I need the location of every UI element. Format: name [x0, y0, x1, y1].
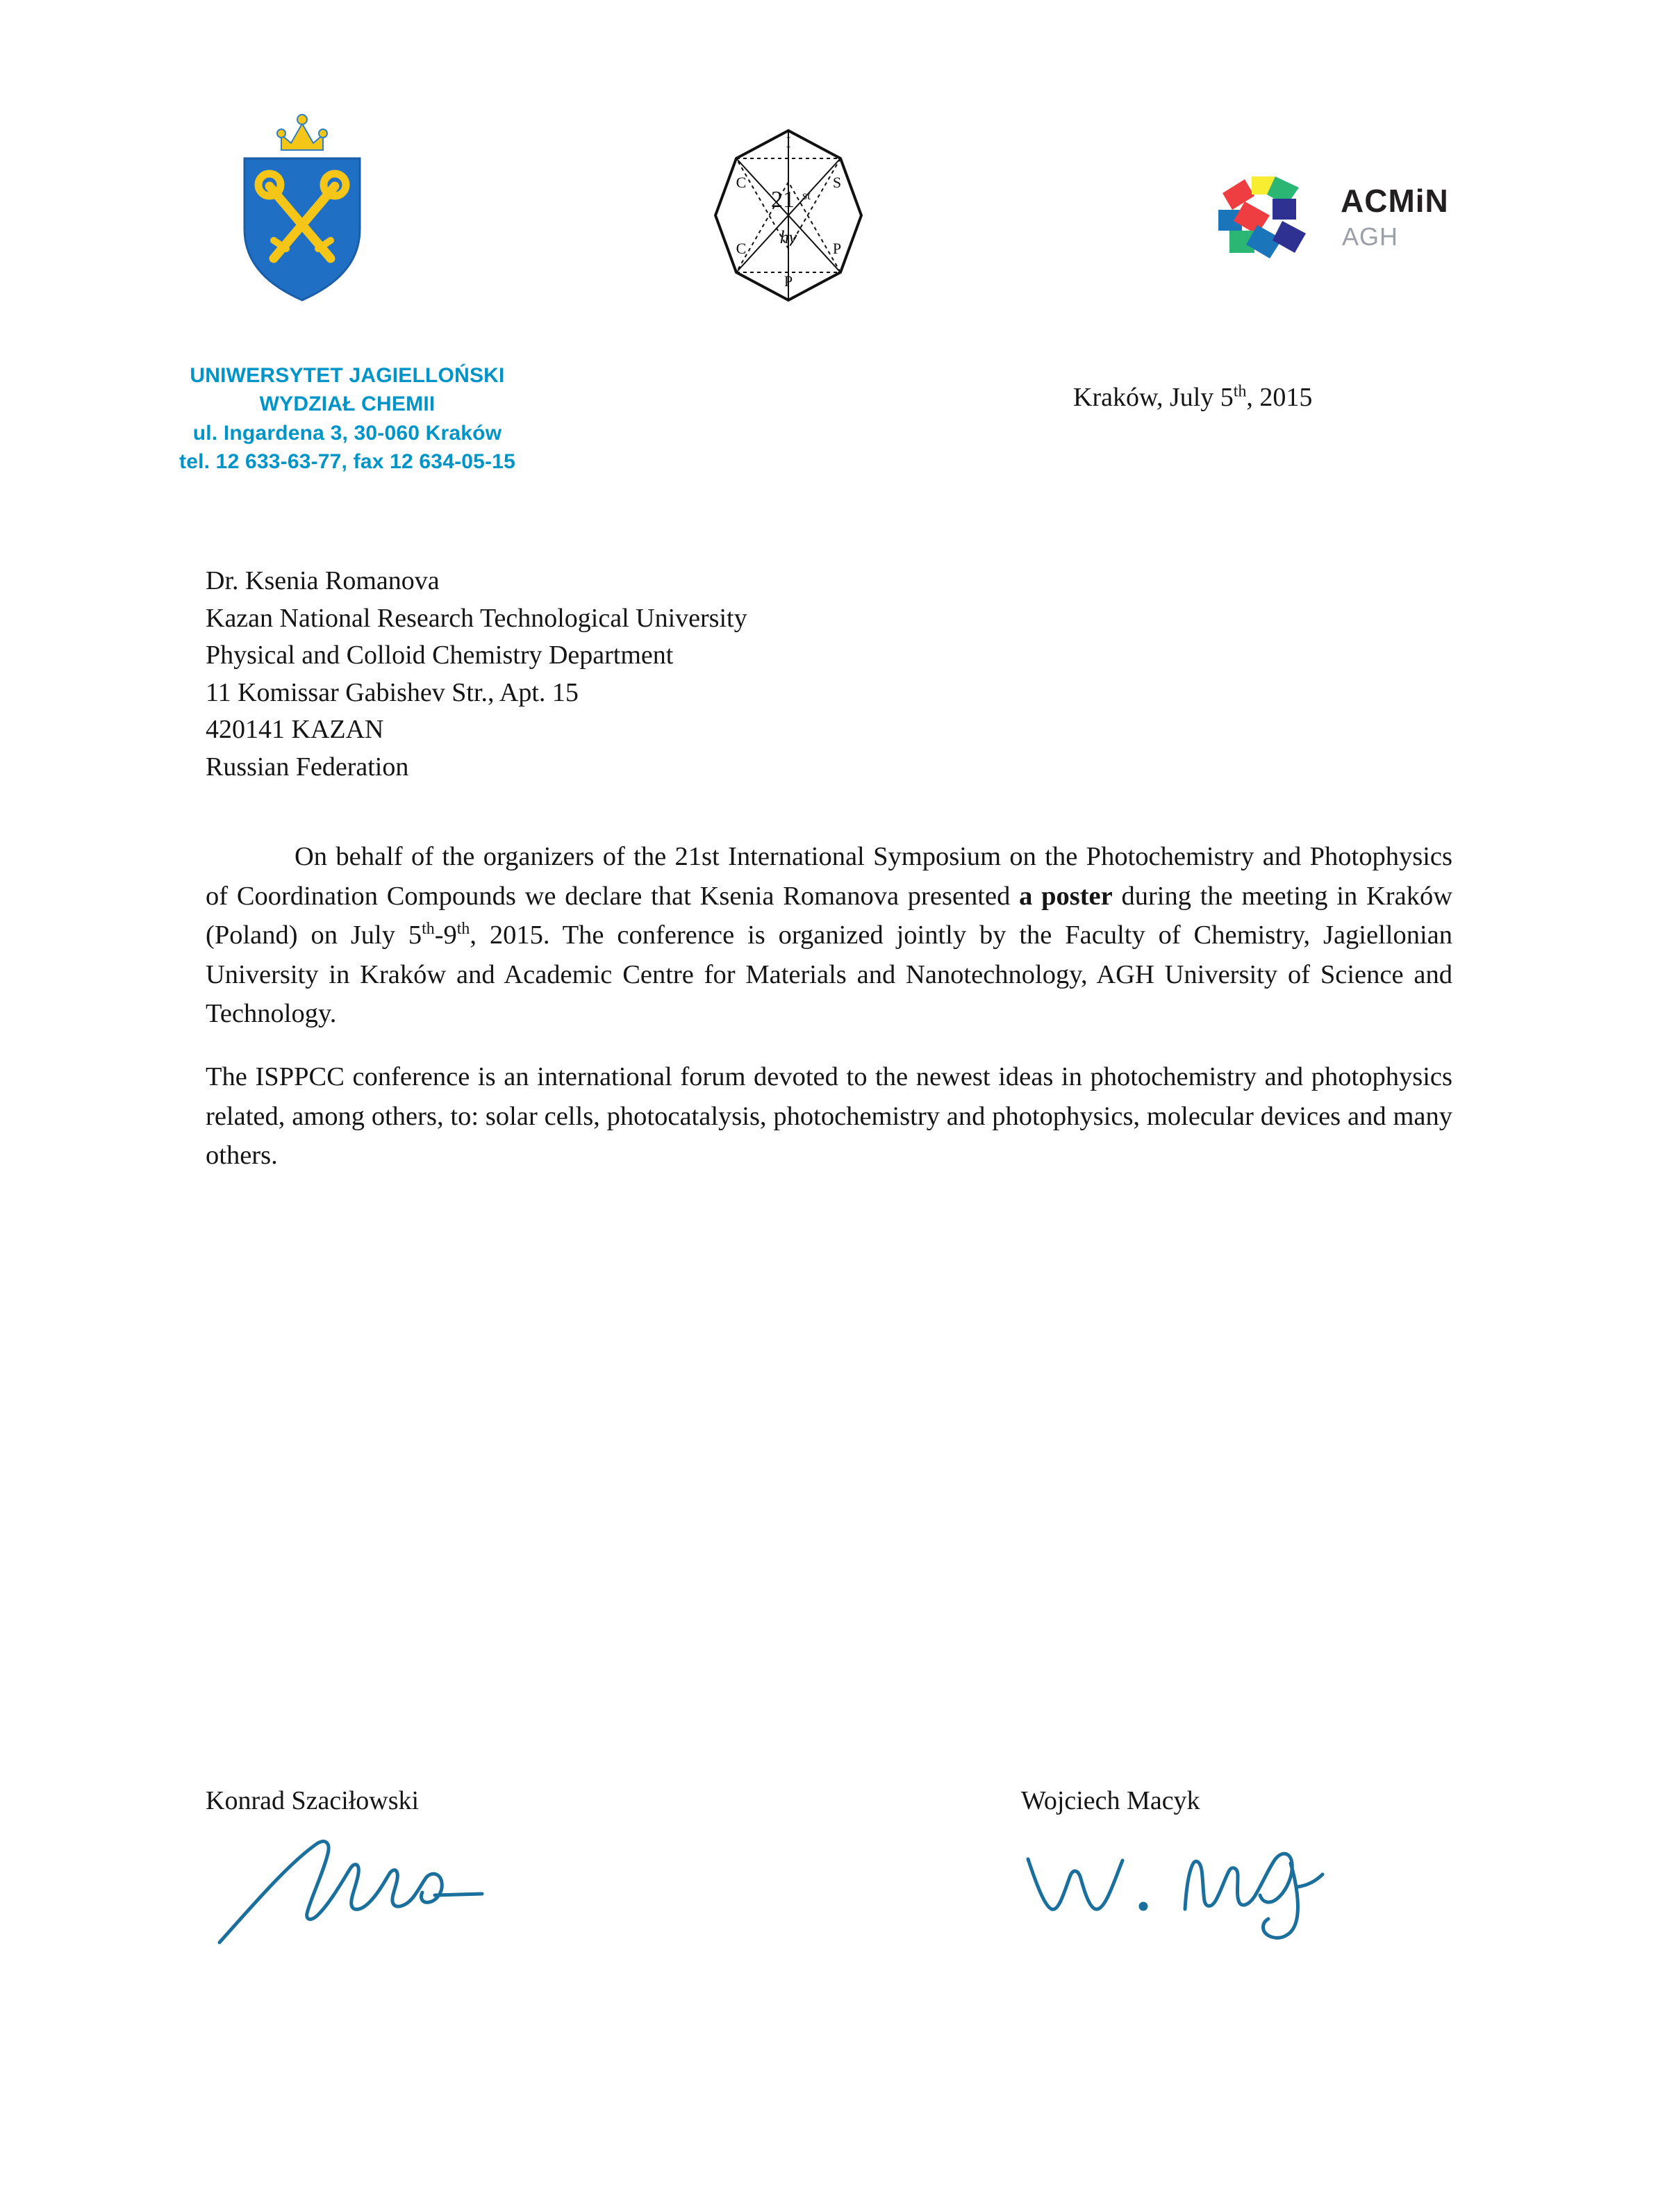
letter-body [206, 837, 1452, 1199]
date-suffix: , 2015 [1246, 383, 1313, 412]
faculty-name: WYDZIAŁ CHEMII [259, 393, 436, 416]
paragraph-declaration-part1: On behalf of the organizers of the 21st International Symposium on the Photochemistry and Photophysics of Coordination Compounds we declare that Ksenia Romanova presented [206, 842, 1452, 911]
svg-text:S: S [832, 174, 842, 191]
svg-text:st: st [802, 188, 811, 202]
poster-emphasis: a poster [1019, 881, 1113, 911]
recipient-country: Russian Federation [206, 752, 409, 782]
svg-text:21: 21 [771, 187, 795, 213]
signature-block-right [1021, 1785, 1410, 1952]
acmin-subtitle: AGH [1342, 222, 1399, 251]
university-name: UNIWERSYTET JAGIELLOŃSKI [190, 364, 505, 387]
signatory-name-left: Konrad Szaciłowski [206, 1786, 420, 1815]
handwritten-signature-left [206, 1820, 595, 1952]
paragraph-declaration-part2: during the meeting in Kraków (Poland) on July 5 [206, 881, 1452, 950]
signatory-name-right: Wojciech Macyk [1021, 1786, 1200, 1815]
acmin-mark-icon [1209, 167, 1330, 271]
isppcc-hexagon-logo-icon [698, 125, 879, 306]
signature-block-left [206, 1785, 595, 1952]
date-ordinal-suffix: th [1233, 382, 1247, 401]
handwritten-signature-right [1021, 1820, 1410, 1952]
recipient-street: 11 Komissar Gabishev Str., Apt. 15 [206, 677, 579, 707]
recipient-address-block [206, 563, 747, 786]
paragraph-declaration-part3: , 2015. The conference is organized jointly by the Faculty of Chemistry, Jagiellonian University in Kraków and Academic Centre for Materials and Nanotechnology, AGH University of Science and Technology. [206, 921, 1452, 1029]
svg-text:I: I [786, 133, 791, 151]
recipient-department: Physical and Colloid Chemistry Department [206, 641, 674, 670]
svg-text:hv: hv [779, 227, 797, 247]
svg-text:P: P [832, 240, 842, 257]
letterhead [0, 0, 1674, 528]
letter-date [1073, 382, 1312, 413]
date-end-ordinal: th [456, 920, 470, 939]
university-address-block [97, 361, 597, 477]
paragraph-declaration-dash: -9 [434, 921, 457, 950]
paragraph-conference-description: The ISPPCC conference is an international forum devoted to the newest ideas in photochemistry and photophysics related, among others, to: solar cells, photocatalysis, photochemistry and photophysics, molecular devices and many others. [206, 1062, 1452, 1171]
acmin-logo [1209, 167, 1473, 278]
phone-fax: tel. 12 633-63-77, fax 12 634-05-15 [179, 450, 515, 474]
acmin-title: ACMiN [1341, 183, 1449, 219]
recipient-organization: Kazan National Research Technological University [206, 603, 747, 633]
date-start-ordinal: th [422, 920, 435, 939]
svg-text:C: C [736, 240, 747, 257]
recipient-postal-city: 420141 KAZAN [206, 715, 384, 745]
svg-text:P: P [784, 272, 793, 290]
recipient-name: Dr. Ksenia Romanova [206, 566, 440, 595]
paragraph-declaration [206, 837, 1452, 1034]
jagiellonian-university-crest-icon [229, 104, 375, 306]
svg-text:C: C [736, 174, 747, 191]
date-prefix: Kraków, July 5 [1073, 383, 1234, 412]
street-address: ul. Ingardena 3, 30-060 Kraków [192, 421, 502, 445]
